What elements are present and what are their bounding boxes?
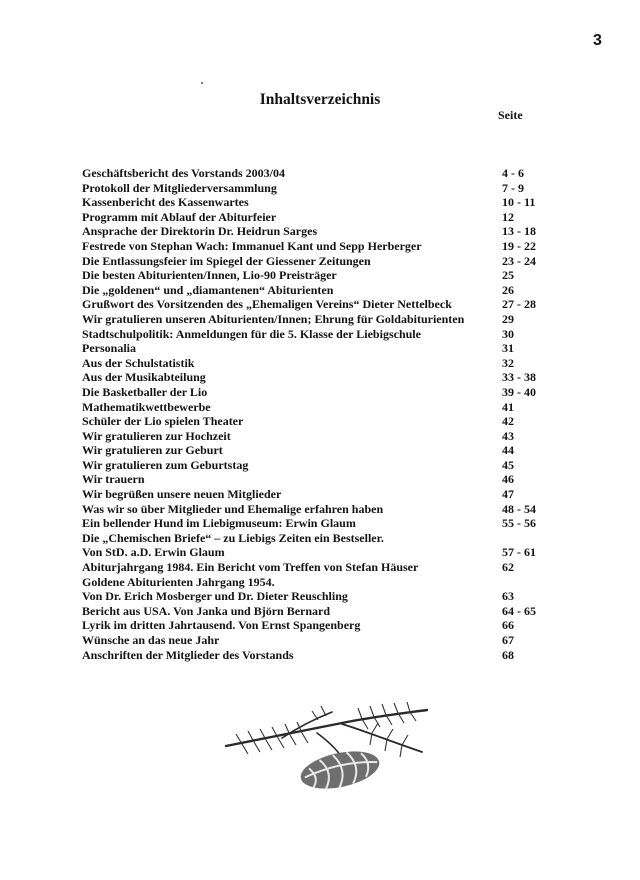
toc-entry-page: 41 [502, 399, 514, 414]
toc-entry-page: 44 [502, 443, 514, 458]
toc-entry-title: Von Dr. Erich Mosberger und Dr. Dieter Reuschling [82, 589, 348, 604]
toc-entry [82, 283, 542, 298]
toc-entry [82, 254, 542, 269]
toc-entry-title: Von StD. a.D. Erwin Glaum [82, 545, 225, 560]
toc-entry-page: 67 [502, 633, 514, 647]
toc-entry-page: 27 - 28 [502, 297, 536, 312]
toc-entry-title: Wir gratulieren zum Geburtstag [82, 457, 249, 472]
toc-entry-title: Geschäftsbericht des Vorstands 2003/04 [82, 166, 286, 180]
toc-entry-page: 25 [502, 268, 514, 283]
toc-entry-title: Stadtschulpolitik: Anmeldungen für die 5. Klasse der Liebigschule [82, 326, 421, 341]
toc-entry-page: 66 [502, 618, 514, 633]
toc-entry [82, 545, 542, 560]
toc-entry-page: 42 [502, 414, 514, 429]
toc-entry [82, 356, 542, 371]
toc-entry [82, 297, 542, 312]
toc-entry [82, 268, 542, 283]
toc-entry [82, 618, 542, 633]
toc-entry-title: Wir gratulieren zur Hochzeit [82, 428, 231, 443]
toc-entry-title: Wünsche an das neue Jahr [82, 633, 220, 647]
toc-entry-title: Anschriften der Mitglieder des Vorstands [82, 647, 294, 662]
toc-entry [82, 531, 542, 546]
toc-entry-page: 46 [502, 472, 514, 487]
toc-entry-page: 29 [502, 311, 514, 326]
toc-entry [82, 443, 542, 458]
toc-entry-page: 55 - 56 [502, 516, 536, 531]
toc-entry-title: Die „Chemischen Briefe“ – zu Liebigs Zeiten ein Bestseller. [82, 530, 384, 545]
toc-entry [82, 370, 542, 385]
toc-entry-page: 7 - 9 [502, 180, 524, 195]
toc-entry-page: 63 [502, 589, 514, 604]
toc-entry [82, 472, 542, 487]
toc-entry [82, 560, 542, 575]
pine-branch-icon [222, 700, 442, 795]
toc-entry-page: 64 - 65 [502, 603, 536, 618]
toc-entry-title: Festrede von Stephan Wach: Immanuel Kant und Sepp Herberger [82, 238, 422, 253]
toc-entry-title: Die „goldenen“ und „diamantenen“ Abiturienten [82, 282, 334, 297]
toc-entry-page: 47 [502, 487, 514, 502]
toc-entry-title: Bericht aus USA. Von Janka und Björn Bernard [82, 603, 331, 618]
toc-entry [82, 166, 542, 181]
toc-entry [82, 195, 542, 210]
toc-entry [82, 589, 542, 604]
toc-entry-page: 62 [502, 560, 514, 575]
toc-entry [82, 414, 542, 429]
toc-entry [82, 633, 542, 648]
toc-entry-page: 68 [502, 647, 514, 662]
toc-entry-title: Die besten Abiturienten/Innen, Lio-90 Preisträger [82, 268, 337, 283]
scan-speck [201, 82, 203, 84]
toc-entry-page: 4 - 6 [502, 166, 524, 180]
toc-entry-page: 26 [502, 282, 514, 297]
toc-entry-page: 43 [502, 428, 514, 443]
toc-entry [82, 487, 542, 502]
toc-entry-page: 32 [502, 355, 514, 370]
toc-entry-page: 30 [502, 326, 514, 341]
page-title: Inhaltsverzeichnis [259, 91, 381, 108]
toc-entry-page: 19 - 22 [502, 238, 536, 253]
toc-entry-title: Schüler der Lio spielen Theater [82, 414, 244, 429]
toc-entry-title: Goldene Abiturienten Jahrgang 1954. [82, 574, 275, 589]
toc-entry-title: Die Basketballer der Lio [82, 384, 208, 399]
toc-entry-title: Mathematikwettbewerbe [82, 399, 211, 414]
toc-entry [82, 575, 542, 590]
toc-entry-page: 33 - 38 [502, 370, 536, 385]
toc-entry-title: Wir gratulieren unseren Abiturienten/Innen; Ehrung für Goldabiturienten [82, 311, 465, 326]
toc-entry [82, 224, 542, 239]
toc-entry-page: 12 [502, 209, 514, 224]
toc-entry-page: 39 - 40 [502, 384, 536, 399]
toc-entry-title: Wir gratulieren zur Geburt [82, 443, 223, 458]
page-number: 3 [593, 32, 602, 49]
toc-entry-title: Grußwort des Vorsitzenden des „Ehemaligen Vereins“ Dieter Nettelbeck [82, 297, 452, 312]
toc-entry [82, 239, 542, 254]
toc-entry [82, 429, 542, 444]
toc-entry-page: 13 - 18 [502, 224, 536, 239]
toc-entry-page: 57 - 61 [502, 545, 536, 560]
table-of-contents [82, 166, 542, 662]
toc-entry-title: Aus der Schulstatistik [82, 355, 195, 370]
toc-entry [82, 385, 542, 400]
toc-entry-title: Ansprache der Direktorin Dr. Heidrun Sarges [82, 224, 318, 239]
toc-entry-title: Wir begrüßen unsere neuen Mitglieder [82, 487, 282, 502]
toc-entry-page: 45 [502, 457, 514, 472]
toc-entry-title: Kassenbericht des Kassenwartes [82, 195, 249, 210]
toc-entry [82, 312, 542, 327]
toc-entry-title: Personalia [82, 341, 136, 356]
toc-entry-title: Wir trauern [82, 472, 145, 487]
toc-entry [82, 648, 542, 663]
toc-entry-title: Protokoll der Mitgliederversammlung [82, 180, 277, 195]
page-column-label: Seite [498, 108, 523, 122]
toc-entry [82, 181, 542, 196]
toc-entry-title: Was wir so über Mitglieder und Ehemalige erfahren haben [82, 501, 384, 516]
toc-entry [82, 516, 542, 531]
toc-entry-page: 48 - 54 [502, 501, 536, 516]
toc-entry-page: 31 [502, 341, 514, 356]
toc-entry [82, 458, 542, 473]
toc-entry-title: Ein bellender Hund im Liebigmuseum: Erwin Glaum [82, 516, 356, 531]
toc-entry [82, 604, 542, 619]
toc-entry-title: Aus der Musikabteilung [82, 370, 206, 385]
toc-entry [82, 210, 542, 225]
toc-entry [82, 400, 542, 415]
toc-entry-page: 10 - 11 [502, 195, 536, 210]
toc-entry-title: Abiturjahrgang 1984. Ein Bericht vom Treffen von Stefan Häuser [82, 560, 419, 575]
toc-entry-title: Lyrik im dritten Jahrtausend. Von Ernst Spangenberg [82, 618, 361, 633]
toc-entry-title: Die Entlassungsfeier im Spiegel der Giessener Zeitungen [82, 253, 371, 268]
toc-entry [82, 502, 542, 517]
toc-entry-title: Programm mit Ablauf der Abiturfeier [82, 209, 277, 224]
toc-entry-page: 23 - 24 [502, 253, 536, 268]
toc-entry [82, 341, 542, 356]
toc-entry [82, 327, 542, 342]
